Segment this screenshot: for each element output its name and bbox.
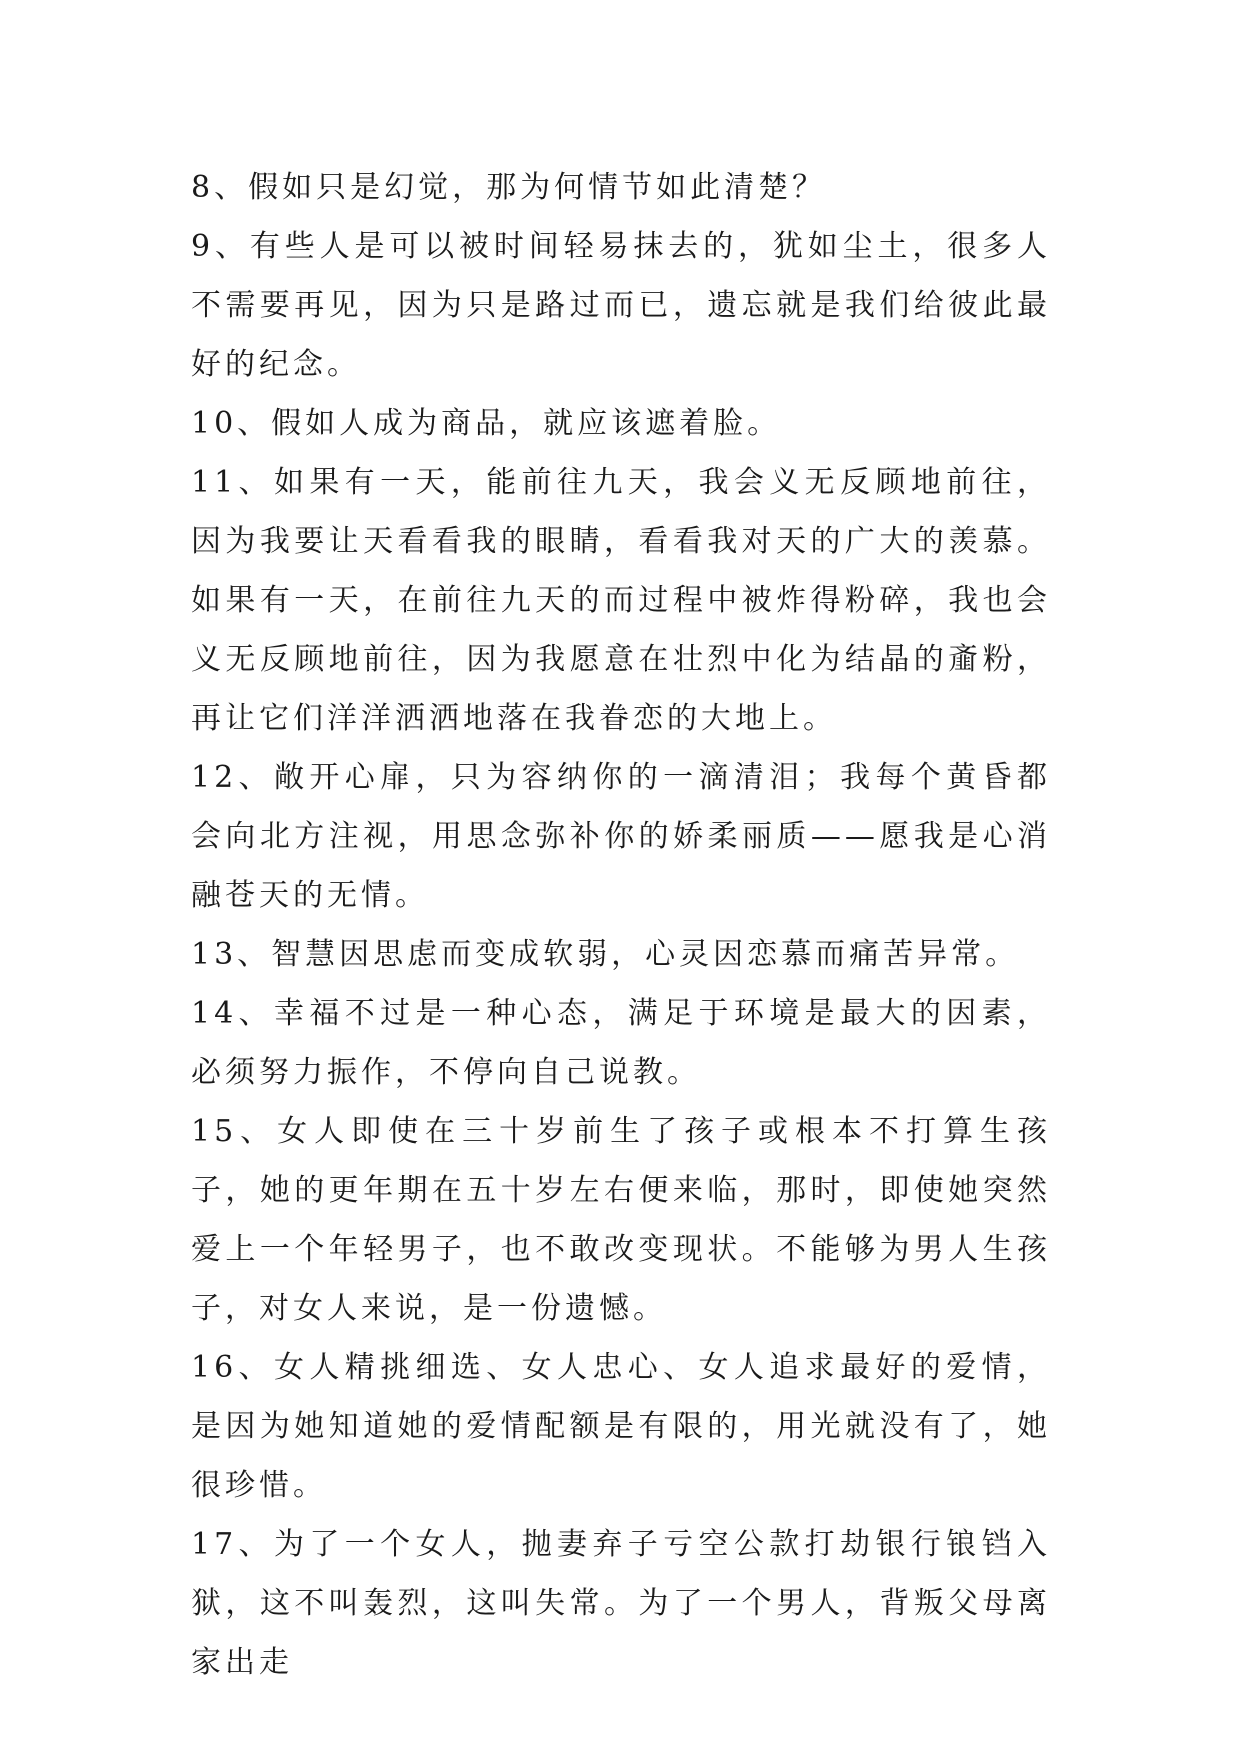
paragraph-13: 13、智慧因思虑而变成软弱，心灵因恋慕而痛苦异常。 [191,937,1020,972]
paragraph-16: 16、女人精挑细选、女人忠心、女人追求最好的爱情，是因为她知道她的爱情配额是有限的，用光就没有了，她很珍惜。 [191,1350,1051,1503]
document-body [191,158,1051,1692]
paragraph-11: 11、如果有一天，能前往九天，我会义无反顾地前往，因为我要让天看看我的眼睛，看看我对天的广大的羡慕。如果有一天，在前往九天的而过程中被炸得粉碎，我也会义无反顾地前往，因为我愿意在壮烈中化为结晶的齑粉，再让它们洋洋洒洒地落在我眷恋的大地上。 [191,465,1051,736]
paragraph-10: 10、假如人成为商品，就应该遮着脸。 [191,406,782,441]
paragraph-12: 12、敞开心扉，只为容纳你的一滴清泪；我每个黄昏都会向北方注视，用思念弥补你的娇柔丽质——愿我是心消融苍天的无情。 [191,760,1051,913]
paragraph-17: 17、为了一个女人，抛妻弃子亏空公款打劫银行锒铛入狱，这不叫轰烈，这叫失常。为了一个男人，背叛父母离家出走 [191,1527,1051,1680]
paragraph-14: 14、幸福不过是一种心态，满足于环境是最大的因素，必须努力振作，不停向自己说教。 [191,996,1051,1090]
paragraph-9: 9、有些人是可以被时间轻易抹去的，犹如尘土，很多人不需要再见，因为只是路过而已，遗忘就是我们给彼此最好的纪念。 [191,229,1051,382]
paragraph-8: 8、假如只是幻觉，那为何情节如此清楚？ [191,170,827,205]
paragraph-15: 15、女人即使在三十岁前生了孩子或根本不打算生孩子，她的更年期在五十岁左右便来临，那时，即使她突然爱上一个年轻男子，也不敢改变现状。不能够为男人生孩子，对女人来说，是一份遗憾。 [191,1114,1051,1326]
